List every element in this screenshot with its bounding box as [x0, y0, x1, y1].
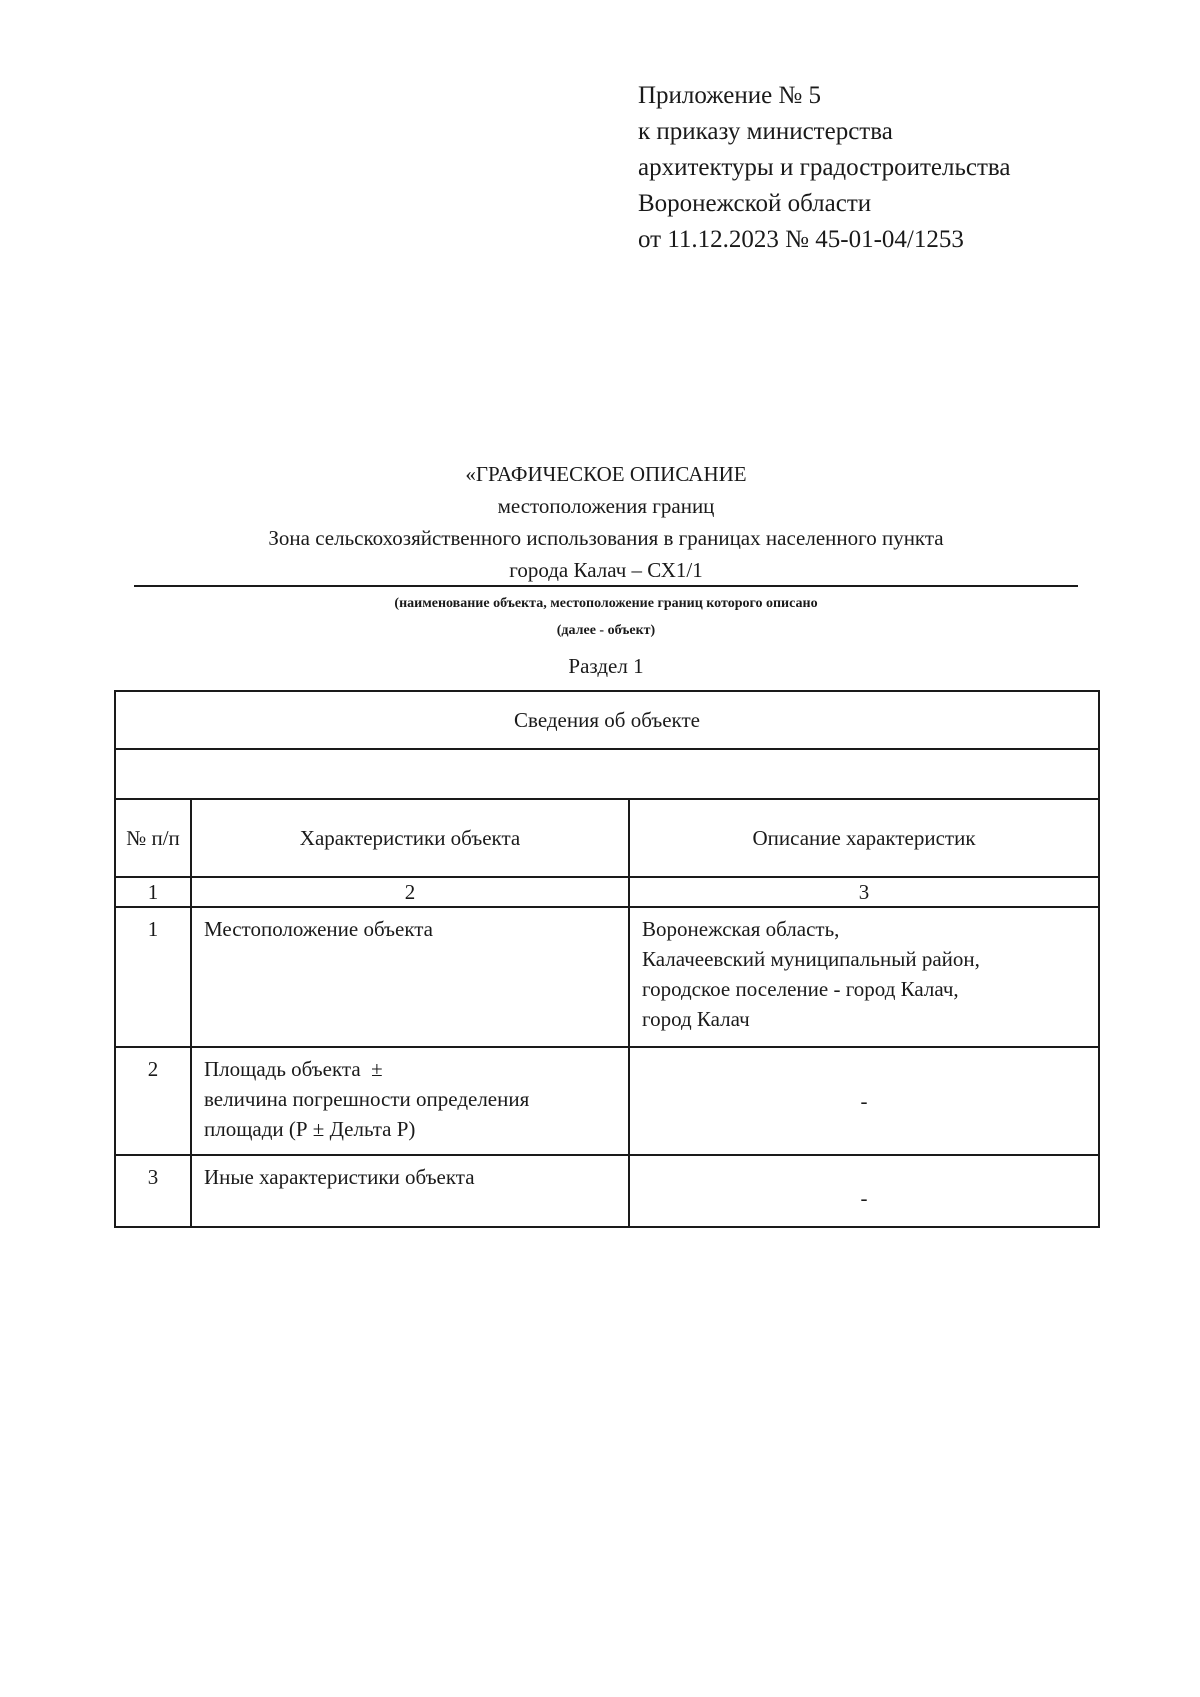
title-line: местоположения границ [497, 494, 715, 518]
table-row [115, 907, 1099, 1047]
object-caption [134, 590, 1078, 644]
appendix-line: Приложение № 5 [638, 82, 822, 109]
column-number: 3 [629, 877, 1099, 907]
document-title [134, 458, 1078, 586]
row-characteristic: Местоположение объекта [191, 907, 629, 1047]
appendix-line: к приказу министерства [638, 118, 893, 145]
column-number: 1 [115, 877, 191, 907]
row-characteristic: Иные характеристики объекта [191, 1155, 629, 1227]
caption-line: (наименование объекта, местоположение границ которого описано [394, 596, 818, 611]
title-line: Зона сельскохозяйственного использования в границах населенного пункта [268, 526, 944, 550]
row-description [629, 907, 1099, 1047]
description-line: городское поселение - город Калач, [642, 977, 959, 1001]
column-header-description: Описание характеристик [629, 799, 1099, 877]
table-row [115, 1047, 1099, 1155]
title-line: «ГРАФИЧЕСКОЕ ОПИСАНИЕ [465, 462, 747, 486]
characteristic-line: площади (Р ± Дельта Р) [204, 1117, 416, 1141]
appendix-line: Воронежской области [638, 190, 872, 217]
caption-line: (далее - объект) [556, 623, 656, 638]
table-row [115, 1155, 1099, 1227]
object-info-table [114, 690, 1100, 1228]
row-number: 2 [115, 1047, 191, 1155]
row-number: 3 [115, 1155, 191, 1227]
column-header-row [115, 799, 1099, 877]
column-number-row [115, 877, 1099, 907]
column-header-num: № п/п [115, 799, 191, 877]
characteristic-line: величина погрешности определения [204, 1087, 530, 1111]
appendix-reference [638, 78, 1010, 258]
title-underline [134, 585, 1078, 587]
description-line: город Калач [642, 1007, 750, 1031]
title-line: города Калач – СХ1/1 [509, 558, 703, 582]
characteristic-line: Площадь объекта ± [204, 1057, 383, 1081]
section-label: Раздел 1 [568, 654, 644, 678]
row-number: 1 [115, 907, 191, 1047]
table-header: Сведения об объекте [115, 691, 1099, 749]
row-description: - [629, 1047, 1099, 1155]
description-line: Калачеевский муниципальный район, [642, 947, 980, 971]
description-line: Воронежская область, [642, 917, 840, 941]
column-header-characteristics: Характеристики объекта [191, 799, 629, 877]
appendix-line: от 11.12.2023 № 45-01-04/1253 [638, 226, 964, 253]
row-description: - [629, 1155, 1099, 1227]
row-characteristic [191, 1047, 629, 1155]
appendix-line: архитектуры и градостроительства [638, 154, 1011, 181]
table-blank-row [115, 749, 1099, 799]
column-number: 2 [191, 877, 629, 907]
